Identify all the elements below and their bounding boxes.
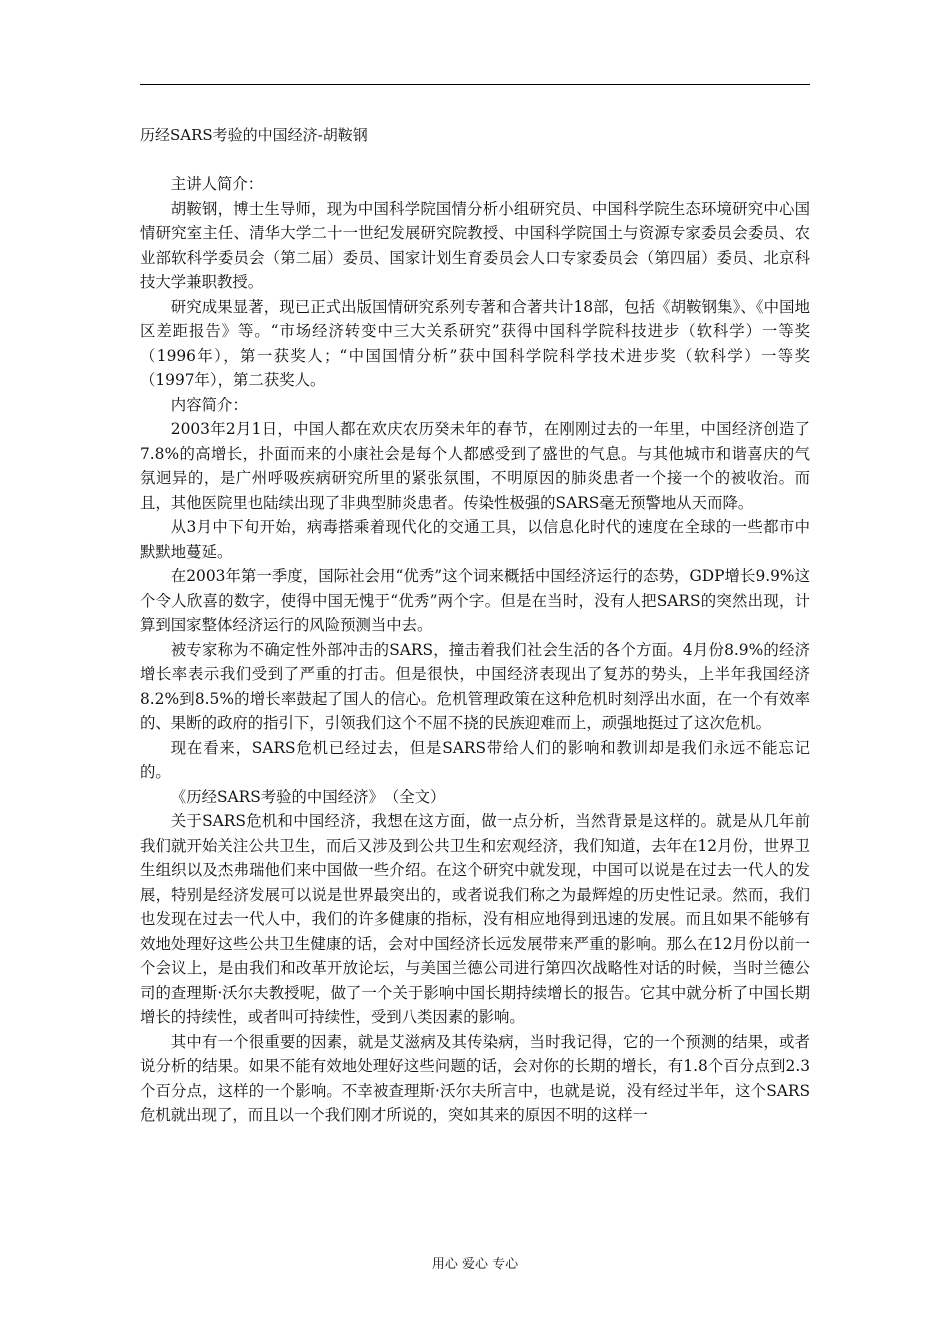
- paragraph-content-heading: 内容简介：: [170, 395, 248, 414]
- document-body: [140, 172, 810, 1128]
- paragraph-external-shock: 被专家称为不确定性外部冲击的SARS，撞击着我们社会生活的各个方面。4月份8.9%的经济增长率表示我们受到了严重的打击。但是很快，中国经济表现出了复苏的势头，上半年我国经济8.2%到8.5%的增长率鼓起了国人的信心。危机管理政策在这种危机时刻浮出水面，在一个有效率的、果断的政府的指引下，引领我们这个不屈不挠的民族迎难而上，顽强地挺过了这次危机。: [140, 640, 810, 732]
- paragraph-intro-2003: 2003年2月1日，中国人都在欢庆农历癸未年的春节，在刚刚过去的一年里，中国经济创造了7.8%的高增长，扑面而来的小康社会是每个人都感受到了盛世的气息。与其他城市和谐喜庆的气氛迥异的，是广州呼吸疾病研究所里的紧张氛围，不明原因的肺炎患者一个接一个的被收治。而且，其他医院里也陆续出现了非典型肺炎患者。传染性极强的SARS毫无预警地从天而降。: [140, 420, 810, 512]
- paragraph-lessons: 现在看来，SARS危机已经过去，但是SARS带给人们的影响和教训却是我们永远不能忘记的。: [140, 738, 810, 781]
- paragraph-fulltext-2: 其中有一个很重要的因素，就是艾滋病及其传染病，当时我记得，它的一个预测的结果，或者说分析的结果。如果不能有效地处理好这些问题的话，会对你的长期的增长，有1.8个百分点到2.3个百分点，这样的一个影响。不幸被查理斯·沃尔夫所言中，也就是说，没有经过半年，这个SARS危机就出现了，而且以一个我们刚才所说的，突如其来的原因不明的这样一: [140, 1032, 810, 1124]
- document-title: 历经SARS考验的中国经济-胡鞍钢: [140, 126, 368, 144]
- paragraph-fulltext-1: 关于SARS危机和中国经济，我想在这方面，做一点分析，当然背景是这样的。就是从几年前我们就开始关注公共卫生，而后又涉及到公共卫生和宏观经济，我们知道，去年在12月份，世界卫生组织以及杰弗瑞他们来中国做一些介绍。在这个研究中就发现，中国可以说是在过去一代人的发展，特别是经济发展可以说是世界最突出的，或者说我们称之为最辉煌的历史性记录。然而，我们也发现在过去一代人中，我们的许多健康的指标，没有相应地得到迅速的发展。而且如果不能够有效地处理好这些公共卫生健康的话，会对中国经济长远发展带来严重的影响。那么在12月份以前一个会议上，是由我们和改革开放论坛，与美国兰德公司进行第四次战略性对话的时候，当时兰德公司的查理斯·沃尔夫教授呢，做了一个关于影响中国长期持续增长的报告。它其中就分析了中国长期增长的持续性，或者叫可持续性，受到八类因素的影响。: [140, 812, 810, 1026]
- page-footer: 用心 爱心 专心: [431, 1257, 519, 1272]
- paragraph-speaker-heading: 主讲人简介：: [170, 175, 264, 193]
- paragraph-fulltext-heading: 《历经SARS考验的中国经济》 （全文）: [170, 787, 446, 806]
- header-rule: [140, 84, 810, 85]
- paragraph-virus-spread: 从3月中下旬开始，病毒搭乘着现代化的交通工具，以信息化时代的速度在全球的一些都市中默默地蔓延。: [140, 518, 810, 561]
- paragraph-research-results: 研究成果显著，现已正式出版国情研究系列专著和合著共计18部，包括《胡鞍钢集》、《中国地区差距报告》等。“市场经济转变中三大关系研究”获得中国科学院科技进步（软科学）一等奖（1996年），第一获奖人；“中国国情分析”获中国科学院科学技术进步奖（软科学）一等奖（1997年），第二获奖人。: [140, 297, 810, 389]
- paragraph-speaker-bio: 胡鞍钢，博士生导师，现为中国科学院国情分析小组研究员、中国科学院生态环境研究中心国情研究室主任、清华大学二十一世纪发展研究院教授、中国科学院国土与资源专家委员会委员、农业部软科学委员会（第二届）委员、国家计划生育委员会人口专家委员会（第四届）委员、北京科技大学兼职教授。: [140, 199, 810, 291]
- paragraph-first-quarter: 在2003年第一季度，国际社会用“优秀”这个词来概括中国经济运行的态势，GDP增长9.9%这个令人欣喜的数字，使得中国无愧于“优秀”两个字。但是在当时，没有人把SARS的突然出现，计算到国家整体经济运行的风险预测当中去。: [140, 567, 810, 634]
